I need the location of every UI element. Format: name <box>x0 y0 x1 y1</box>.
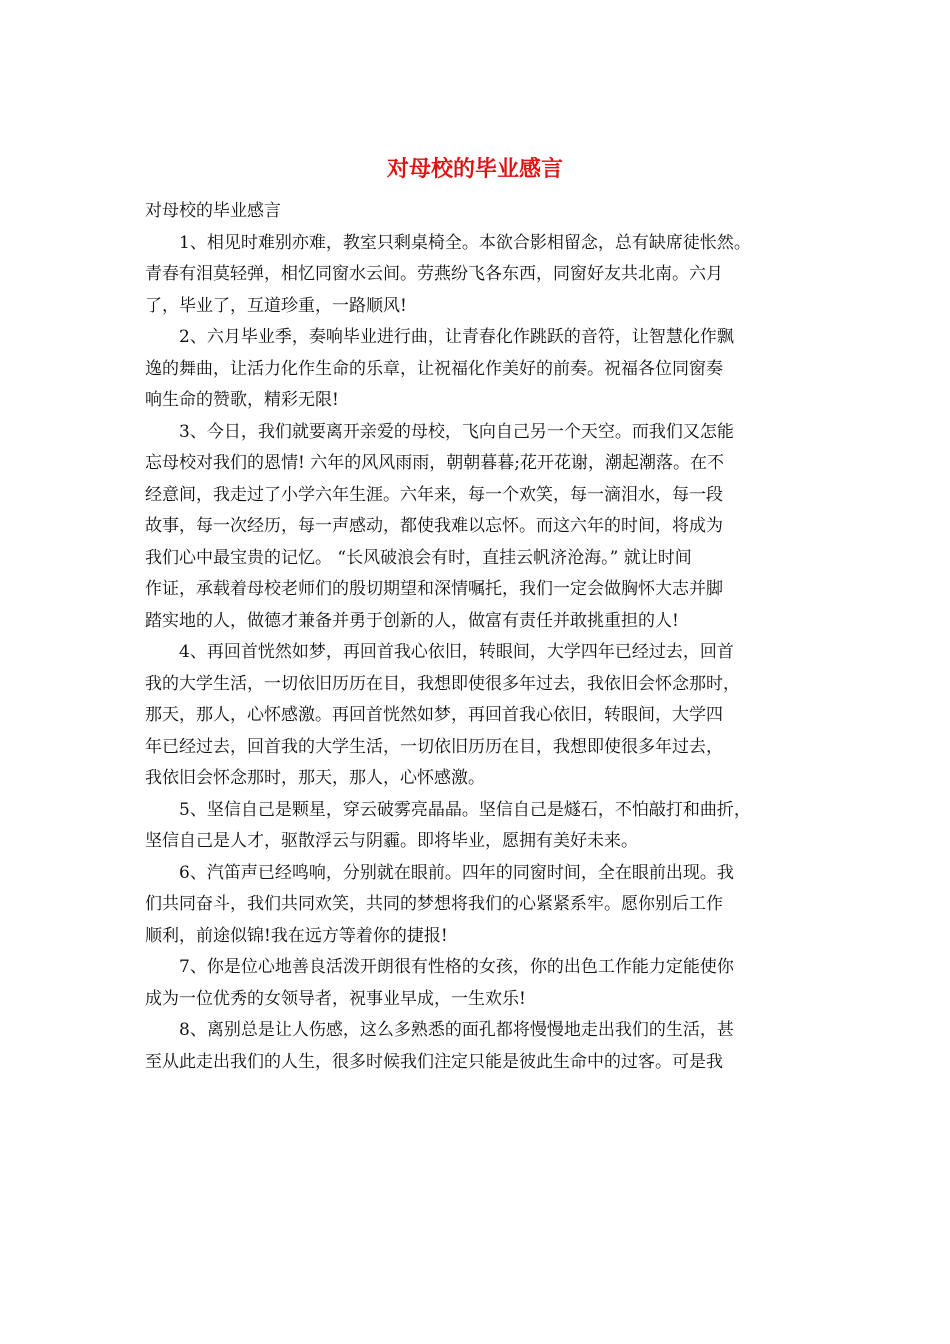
paragraph-3 <box>145 417 825 638</box>
text-line: 经意间，我走过了小学六年生涯。六年来，每一个欢笑，每一滴泪水，每一段 <box>145 484 723 505</box>
paragraph-7 <box>145 952 825 1015</box>
text-line: 们共同奋斗，我们共同欢笑，共同的梦想将我们的心紧紧系牢。愿你别后工作 <box>145 894 723 914</box>
text-line: 3、今日，我们就要离开亲爱的母校，飞向自己另一个天空。而我们又怎能 <box>179 421 734 442</box>
text-line: 故事，每一次经历，每一声感动，都使我难以忘怀。而这六年的时间，将成为 <box>145 516 723 536</box>
text-line: 至从此走出我们的人生，很多时候我们注定只能是彼此生命中的过客。可是我 <box>145 1051 723 1072</box>
text-line: 1、相见时难别亦难，教室只剩桌椅全。本欲合影相留念，总有缺席徒怅然。 <box>179 232 751 253</box>
text-line: 我的大学生活，一切依旧历历在目，我想即使很多年过去，我依旧会怀念那时， <box>145 673 740 694</box>
text-line: 成为一位优秀的女领导者，祝事业早成，一生欢乐! <box>145 988 526 1009</box>
text-line: 2、六月毕业季，奏响毕业进行曲，让青春化作跳跃的音符，让智慧化作飘 <box>179 327 734 347</box>
text-line: 响生命的赞歌，精彩无限! <box>145 390 339 410</box>
text-line: 我依旧会怀念那时，那天，那人，心怀感激。 <box>145 768 485 788</box>
text-line: 忘母校对我们的恩情! 六年的风风雨雨，朝朝暮暮;花开花谢，潮起潮落。在不 <box>145 453 724 473</box>
text-line: 了，毕业了，互道珍重，一路顺风! <box>145 295 407 316</box>
paragraph-8 <box>145 1015 825 1078</box>
text-line: 青春有泪莫轻弹，相忆同窗水云间。劳燕纷飞各东西，同窗好友共北南。六月 <box>145 264 723 284</box>
text-line: 5、坚信自己是颗星，穿云破雾亮晶晶。坚信自己是燧石，不怕敲打和曲折， <box>179 799 751 820</box>
text-line: 6、汽笛声已经鸣响，分别就在眼前。四年的同窗时间，全在眼前出现。我 <box>179 862 734 883</box>
text-line: 逸的舞曲，让活力化作生命的乐章，让祝福化作美好的前奏。祝福各位同窗奏 <box>145 358 723 379</box>
text-line: 我们心中最宝贵的记忆。 “长风破浪会有时，直挂云帆济沧海。” 就让时间 <box>145 547 692 568</box>
text-line: 作证，承载着母校老师们的殷切期望和深情嘱托，我们一定会做胸怀大志并脚 <box>145 579 723 599</box>
text-line: 踏实地的人，做德才兼备并勇于创新的人，做富有责任并敢挑重担的人! <box>145 610 679 631</box>
document-title: 对母校的毕业感言 <box>386 156 563 182</box>
text-line: 7、你是位心地善良活泼开朗很有性格的女孩，你的出色工作能力定能使你 <box>179 957 734 977</box>
text-line: 坚信自己是人才，驱散浮云与阴霾。即将毕业，愿拥有美好未来。 <box>145 831 638 851</box>
paragraph-1 <box>145 228 825 323</box>
paragraph-4 <box>145 637 825 795</box>
text-line: 那天，那人，心怀感激。再回首恍然如梦，再回首我心依旧，转眼间，大学四 <box>145 705 723 725</box>
text-line: 年已经过去，回首我的大学生活，一切依旧历历在目，我想即使很多年过去， <box>145 736 723 757</box>
paragraph-5 <box>145 795 825 858</box>
text-line: 8、离别总是让人伤感，这么多熟悉的面孔都将慢慢地走出我们的生活，甚 <box>179 1020 734 1040</box>
document-subtitle: 对母校的毕业感言 <box>145 201 281 221</box>
paragraph-6 <box>145 858 825 953</box>
paragraph-2 <box>145 322 825 417</box>
text-line: 4、再回首恍然如梦，再回首我心依旧，转眼间，大学四年已经过去，回首 <box>179 642 734 662</box>
document-body <box>145 196 825 1078</box>
text-line: 顺利，前途似锦!我在远方等着你的捷报! <box>145 925 448 946</box>
